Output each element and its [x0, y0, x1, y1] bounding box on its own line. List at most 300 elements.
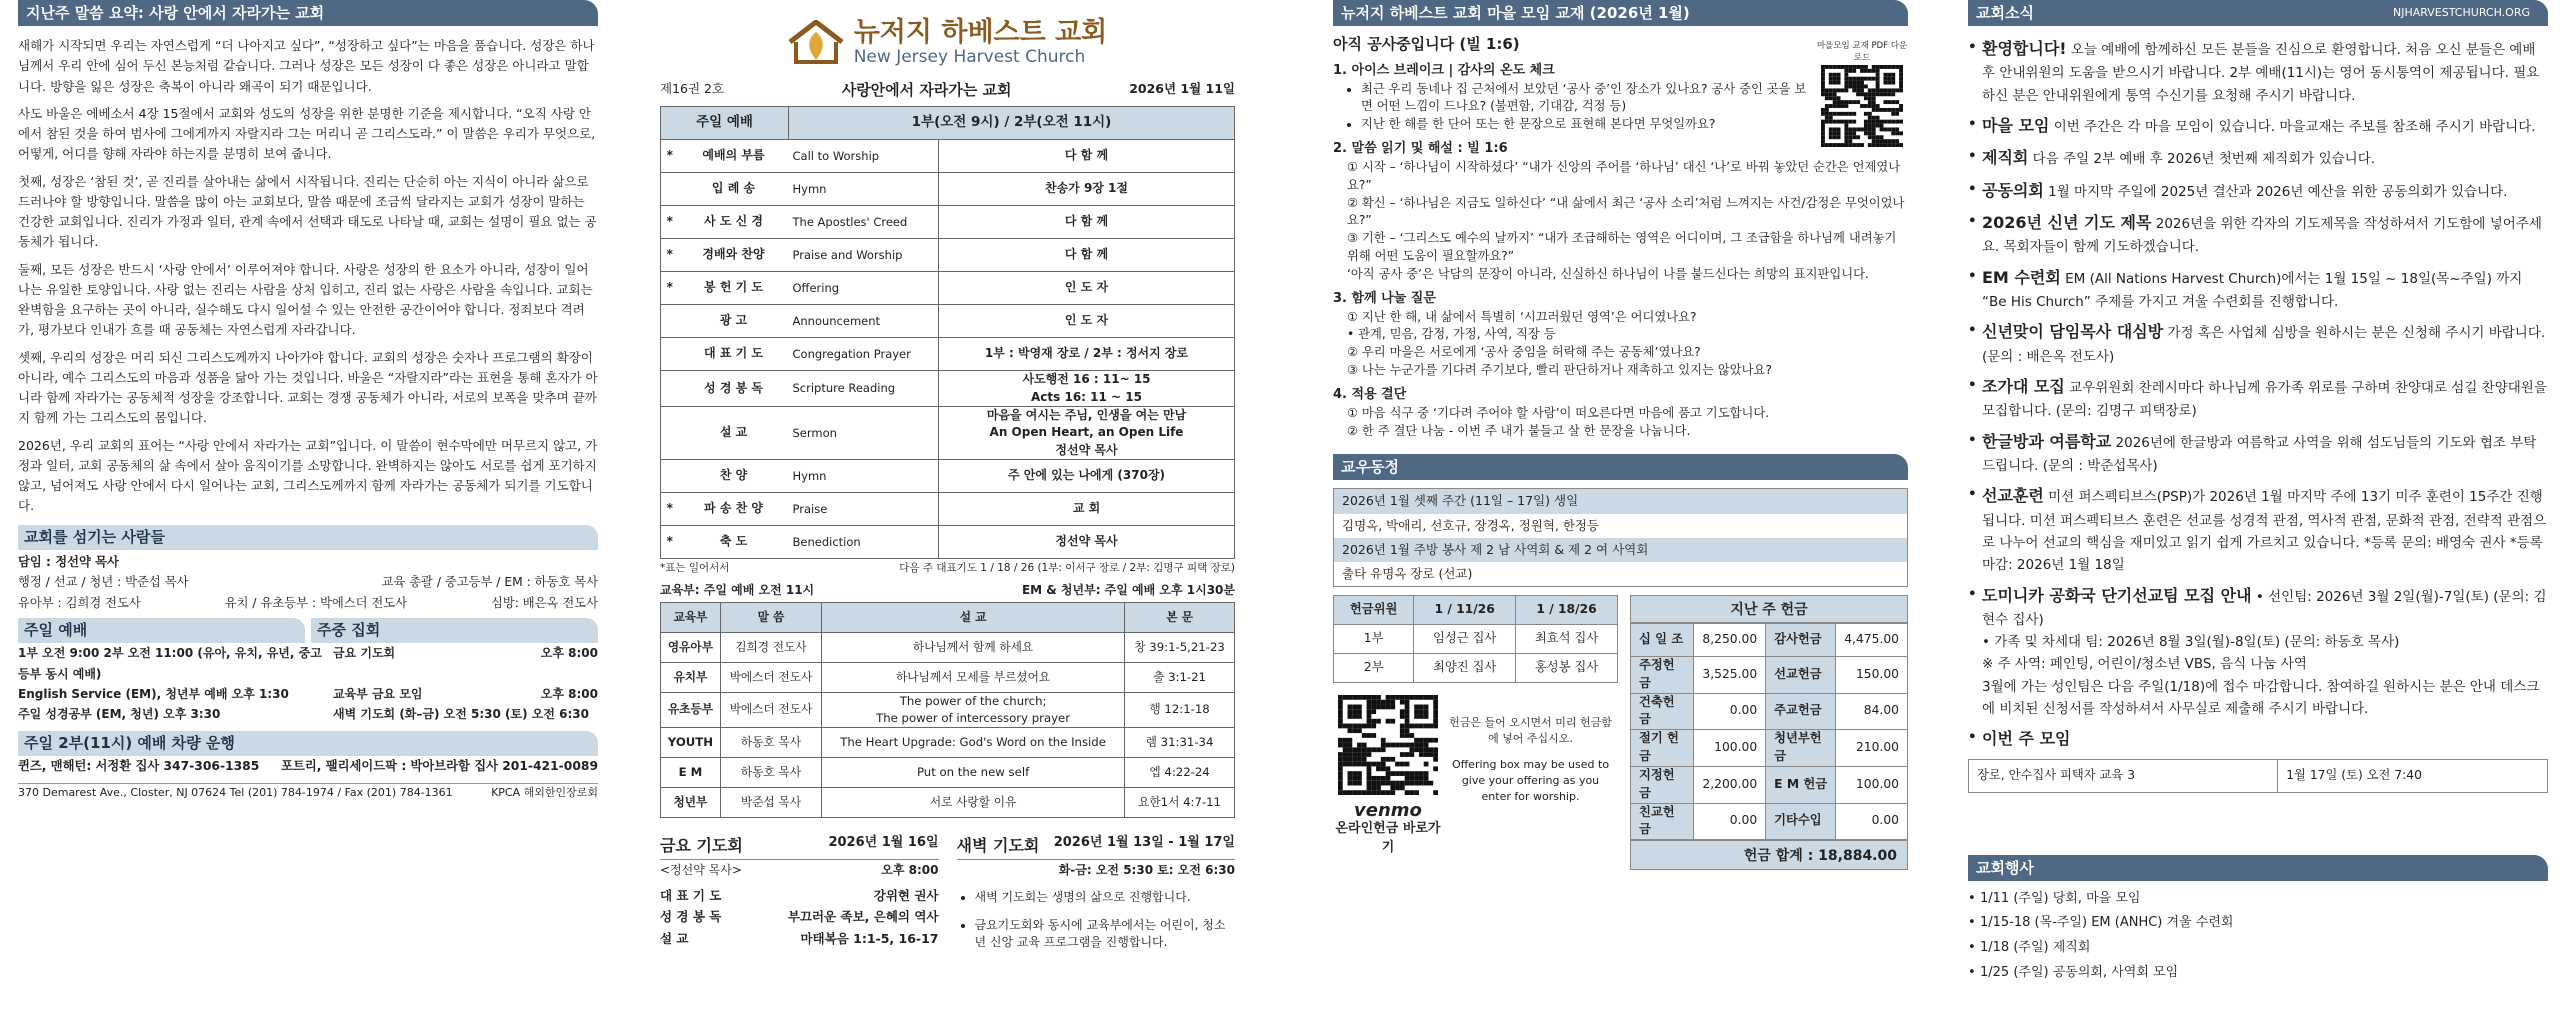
order-item-ko: 봉 헌 기 도 [679, 272, 789, 305]
study-item: • 지난 한 해를 한 단어 또는 한 문장으로 표현해 본다면 무엇일까요? [1361, 116, 1808, 134]
order-row [661, 493, 1235, 526]
study-item: ② 우리 마을은 서로에게 ‘공사 중임을 허락해 주는 공동체’였나요? [1347, 345, 1701, 360]
church-name-ko: 뉴저지 하베스트 교회 [853, 17, 1108, 48]
worship-row [18, 704, 598, 724]
news-item [1968, 429, 2548, 478]
stand-mark [661, 460, 679, 493]
study-item: ① 시작 – ‘하나님이 시작하셨다’ “내가 신앙의 주어를 ‘하나님’ 대신 ‘나’로 바꿔 놓았던 순간은 언제였나요?” [1347, 159, 1901, 192]
study-item: ② 한 주 결단 나눔 - 이번 주 내가 붙들고 살 한 문장을 나눕니다. [1347, 423, 1691, 438]
cell-line: An Open Heart, an Open Life [989, 425, 1184, 440]
committee-cell: 홍성봉 집사 [1516, 653, 1618, 682]
giving-row [1631, 693, 1908, 730]
committee-cell: 1부 [1334, 624, 1414, 653]
giving-cell: E M 헌금 [1766, 766, 1836, 803]
giving-cell: 150.00 [1836, 656, 1908, 693]
birthday-title: 2026년 1월 셋째 주간 (11일 – 17일) 생일 [1334, 489, 1907, 513]
news-item-text: 2026년에 한글방과 여름학교 사역을 위해 섬도님들의 기도와 협조 부탁 드립니다. (문의 : 박준섭목사) [1982, 434, 2537, 475]
order-item-value [939, 239, 1235, 272]
order-item-ko: 예배의 부름 [679, 140, 789, 173]
edu-head: 말 씀 [720, 602, 821, 632]
study-guide-body [1333, 34, 1908, 440]
cell-line: 하나님께서 함께 하세요 [912, 639, 1034, 654]
worship-row [18, 684, 598, 704]
edu-head: 교육부 [661, 602, 721, 632]
news-item-title: 신년맞이 담임목사 대심방 [1982, 322, 2164, 342]
edu-row [661, 662, 1235, 692]
cell-line: 다 함 께 [1064, 247, 1109, 262]
committee-cell: 최효석 집사 [1516, 624, 1618, 653]
giving-table [1630, 623, 1908, 840]
cell-line: 마음을 여시는 주님, 인생을 여는 만남 [986, 407, 1187, 422]
friday-row [660, 928, 939, 949]
cell-line: 청년부 [673, 794, 708, 809]
order-item-en: Hymn [789, 173, 939, 206]
cell-line: 인 도 자 [1064, 280, 1109, 295]
order-item-value [939, 305, 1235, 338]
section-icebreak: 1. 아이스 브레이크 | 감사의 온도 체크 [1333, 62, 1555, 78]
giving-cell: 주정헌금 [1631, 656, 1694, 693]
giving-cell: 210.00 [1836, 730, 1908, 767]
order-item-ko: 설 교 [679, 406, 789, 459]
cell-line: The power of the church; [899, 693, 1047, 708]
website[interactable]: NJHARVESTCHURCH.ORG [2392, 6, 2530, 19]
cell-line: 찬송가 9장 1절 [1044, 181, 1128, 196]
column-sermon-summary [18, 0, 598, 1035]
order-item-en: The Apostles' Creed [789, 206, 939, 239]
order-item-value [939, 406, 1235, 459]
qr-caption: 마을모임 교재 PDF 다운로드 [1816, 41, 1908, 64]
order-item-value [939, 173, 1235, 206]
study-item: ① 마음 식구 중 ‘기다려 주어야 할 사람’이 떠오른다면 마음에 품고 기도합니다. [1347, 405, 1770, 420]
staff-kids: 유치 / 유초등부 : 박에스더 전도사 [224, 596, 408, 611]
order-item-value [939, 140, 1235, 173]
stand-mark [661, 371, 679, 407]
cell-line: 김희경 전도사 [735, 639, 807, 654]
stand-mark: * [661, 206, 679, 239]
study-item: • 최근 우리 동네나 집 근처에서 보았던 ‘공사 중’인 장소가 있나요? 공사 중인 곳을 보면 어떤 느낌이 드나요? (불편함, 기대감, 걱정 등) [1361, 81, 1808, 117]
order-item-value [939, 206, 1235, 239]
church-name-en: New Jersey Harvest Church [853, 46, 1086, 67]
order-row [661, 173, 1235, 206]
giving-cell: 100.00 [1694, 730, 1766, 767]
news-item-text: ※ 주 사역: 페인팅, 어린이/청소년 VBS, 음식 나눔 사역 [1982, 656, 2307, 673]
giving-cell: 청년부헌금 [1766, 730, 1836, 767]
dawn-note: • 새벽 기도회는 생명의 삶으로 진행합니다. [975, 889, 1236, 906]
order-item-value [939, 526, 1235, 559]
study-subtitle: 아직 공사중입니다 (빌 1:6) [1333, 35, 1520, 53]
order-row [661, 338, 1235, 371]
order-item-en: Benediction [789, 526, 939, 559]
sermon-paragraph: 첫째, 성장은 ‘참된 것’, 곧 진리를 살아내는 삶에서 시작됩니다. 진리는 단순히 아는 지식이 아니라 삶으로 드러나야 할 방향입니다. 말씀을 많이 아는 교회보다, 말씀 때문에 조금씩 달라지는 교회가 성장이 말하는 건강한 교회입니다. 진리가 가정과 일터, 관계 속에서 선택과 태도로 나타날 때, 교회는 설명이 필요 없는 공동체가 됩니다. [18, 173, 597, 250]
news-item-text: 1월 마지막 주일에 2025년 결산과 2026년 예산을 위한 공동의회가 있습니다. [2048, 183, 2508, 200]
friday-title: 금요 기도회 [660, 835, 743, 855]
order-row [661, 371, 1235, 407]
order-row [661, 239, 1235, 272]
edu-cell [1125, 662, 1235, 692]
cell-line: 창 39:1-5,21-23 [1134, 639, 1225, 654]
offering-committee-table [1333, 595, 1618, 683]
cell-line: 박준섭 목사 [740, 794, 802, 809]
staff-admin: 행정 / 선교 / 청년 : 박준섭 목사 [18, 575, 189, 590]
worship-time: 주일 성경공부 (EM, 청년) 오후 3:30 [18, 707, 221, 722]
sermon-paragraph: 2026년, 우리 교회의 표어는 “사랑 안에서 자라가는 교회”입니다. 이 말씀이 현수막에만 머무르지 않고, 가정과 일터, 교회 공동체의 삶 속에서 살아 움직이기를 소망합니다. 완벽하지는 않아도 서로를 쉽게 포기하지 않고, 넘어져도 사랑 안에서 다시 일어나는 교회, 그리스도께까지 함께 자라가는 공동체가 되기를 기도합니다. [18, 437, 598, 514]
giving-cell: 0.00 [1694, 693, 1766, 730]
order-item-ko: 파 송 찬 양 [679, 493, 789, 526]
news-item-title: 도미니카 공화국 단기선교팀 모집 안내 [1982, 585, 2252, 605]
order-item-value [939, 460, 1235, 493]
news-item-text: 가정 혹은 사업체 심방을 원하시는 분은 신청해 주시기 바랍니다. (문의 : 배은옥 전도사) [1982, 325, 2546, 365]
edu-cell [661, 787, 721, 817]
cell-line: 다 함 께 [1064, 148, 1109, 163]
car-header: 주일 2부(11시) 예배 차량 운행 [18, 731, 598, 756]
friday-row [660, 906, 939, 927]
edu-cell [1125, 787, 1235, 817]
cell-line: 인 도 자 [1064, 313, 1109, 328]
news-list [1968, 36, 2548, 753]
giving-row [1631, 730, 1908, 767]
friday-value: 마태복음 1:1-5, 16-17 [800, 930, 939, 946]
cell-line: Put on the new self [916, 764, 1030, 779]
cell-line: 하나님께서 모세를 부르셨어요 [895, 669, 1051, 684]
order-item-en: Announcement [789, 305, 939, 338]
edu-cell [822, 757, 1125, 787]
offering-note-en: Offering box may be used to give your offering as you enter for worship. [1451, 757, 1610, 803]
education-table [660, 602, 1235, 818]
giving-cell: 지정헌금 [1631, 766, 1694, 803]
giving-total: 헌금 합계 : 18,884.00 [1630, 840, 1908, 870]
church-logo-icon [788, 20, 844, 64]
giving-cell: 친교헌금 [1631, 803, 1694, 840]
event-item: • 1/25 (주일) 공동의회, 사역회 모임 [1968, 961, 2548, 986]
cell-line: 다 함 께 [1064, 214, 1109, 229]
sermon-paragraph: 둘째, 모든 성장은 반드시 ‘사랑 안에서’ 이루어져야 합니다. 사랑은 성장의 한 요소가 아니라, 성장이 일어나는 유일한 토양입니다. 사랑 없는 진리는 사람을 상처 입히고, 진리 없는 사랑은 사람을 속입니다. 교회는 완벽함을 요구하는 곳이 아니라, 실수해도 다시 일어설 수 있는 안전한 공간이어야 합니다. 정죄보다 격려가, 평가보다 인내가 흐를 때 공동체는 자연스럽게 자라갑니다. [18, 261, 593, 338]
giving-cell: 감사헌금 [1766, 623, 1836, 656]
giving-cell: 선교헌금 [1766, 656, 1836, 693]
dawn-prayer [957, 834, 1236, 962]
news-item-title: 한글방과 여름학교 [1982, 431, 2112, 451]
venmo-logo: venmo [1354, 799, 1422, 821]
order-item-en: Hymn [789, 460, 939, 493]
order-notes [660, 561, 1235, 576]
car-row [18, 756, 598, 777]
cell-line: 주 안에 있는 나에게 (370장) [1007, 468, 1166, 483]
cell-line: The power of intercessory prayer [876, 710, 1071, 725]
senior-pastor: 담임 : 정선약 목사 [18, 554, 119, 569]
cell-line: E M [678, 764, 703, 779]
birthday-names: 김명옥, 박애리, 선호규, 장경옥, 정원혁, 한정등 [1342, 517, 1600, 533]
order-item-ko: 경배와 찬양 [679, 239, 789, 272]
edu-cell [1125, 692, 1235, 727]
cell-line: 서로 사랑할 이유 [929, 794, 1017, 809]
church-logo [660, 18, 1235, 66]
news-item-text: 오늘 예배에 함께하신 모든 분들을 진심으로 환영합니다. 처음 오신 분들은 예배 후 안내위원의 도움을 받으시기 바랍니다. 2부 예배(11시)는 영어 동시통역이 제공됩니다. 필요하신 분은 안내위원에게 통역 수신기를 요청해 주시기 바랍니다. [1982, 42, 2540, 104]
dawn-title: 새벽 기도회 [956, 835, 1040, 855]
weekly-meeting-table [1968, 759, 2548, 793]
edu-head: 설 교 [822, 602, 1125, 632]
news-item-title: EM 수련회 [1982, 267, 2061, 287]
news-item-title: 조가대 모집 [1982, 377, 2065, 397]
committee-head: 1 / 11/26 [1414, 595, 1516, 624]
study-item: ‘아직 공사 중’은 낙담의 문장이 아니라, 신실하신 하나님이 나를 붙드신다는 희망의 표지판입니다. [1347, 266, 1869, 281]
news-item-text: 미션 퍼스펙티브스(PSP)가 2026년 1월 마지막 주에 13기 미주 훈련이 15주간 진행 됩니다. 미션 퍼스펙티브스 훈련은 선교를 성경적 관점, 역사적 관점, 문화적 관점, 전략적 관점으로 나누어 선교의 핵심을 재미있고 읽기 쉽게 가르치고 있습니다. *등록 문의: 배영숙 권사 *등록 마감: 2026년 1월 18일 [1982, 489, 2547, 574]
stand-mark [661, 406, 679, 459]
edu-row [661, 787, 1235, 817]
weekday-name: 교육부 금요 모임 [333, 686, 423, 701]
staff-infant: 유아부 : 김희경 전도사 [18, 596, 141, 611]
giving-cell: 4,475.00 [1836, 623, 1908, 656]
weekday-time: 오후 8:00 [540, 646, 598, 661]
giving-cell: 주교헌금 [1766, 693, 1836, 730]
news-item [1968, 113, 2548, 139]
order-item-ko: 찬 양 [679, 460, 789, 493]
order-row [661, 526, 1235, 559]
stand-mark: * [661, 493, 679, 526]
news-item [1968, 483, 2548, 576]
order-row [661, 140, 1235, 173]
footer [18, 784, 598, 803]
order-row [661, 460, 1235, 493]
cell-line: YOUTH [667, 734, 714, 749]
news-item-text: EM (All Nations Harvest Church)에서는 1월 15일 ~ 18일(목~주일) 까지 “Be His Church” 주제를 가지고 겨울 수련회를 진행합니다. [1982, 270, 2523, 311]
edu-cell [661, 757, 721, 787]
dawn-date: 2026년 1월 13일 - 1월 17일 [1053, 834, 1235, 850]
order-row [661, 406, 1235, 459]
staff-edu: 교육 총괄 / 중고등부 / EM : 하동호 목사 [381, 575, 598, 590]
bulletin-info [660, 80, 1235, 102]
edu-cell [822, 632, 1125, 662]
giving-row [1631, 803, 1908, 840]
cell-line: 유치부 [673, 669, 708, 684]
edu-row [661, 692, 1235, 727]
giving-cell: 8,250.00 [1694, 623, 1766, 656]
order-row [661, 305, 1235, 338]
worship-row [18, 643, 598, 684]
church-news-title: 교회소식 [1976, 4, 2034, 22]
weekday-name: 새벽 기도회 (화–금) 오전 5:30 (토) 오전 6:30 [333, 707, 589, 722]
order-item-value [939, 338, 1235, 371]
sermon-paragraph: 사도 바울은 에베소서 4장 15절에서 교회와 성도의 성장을 위한 분명한 기준을 제시합니다. “오직 사랑 안에서 참된 것을 하여 범사에 그에게까지 자랄지라 그는 머리니 곧 그리스도라.” 이 말씀은 우리가 무엇으로, 어떻게, 어디를 향해 자라야 하는지를 분명히 보여 줍니다. [18, 105, 596, 162]
friday-date: 2026년 1월 16일 [828, 834, 939, 850]
staff-visit: 심방: 배은옥 전도사 [490, 596, 598, 611]
stand-mark: * [661, 239, 679, 272]
news-item-text: 교우위원회 찬레시마다 하나님께 유가족 위로를 구하며 찬양대로 섬길 찬양대원을 모집합니다. (문의: 김명구 피택장로) [1982, 380, 2547, 420]
section-questions: 3. 함께 나눌 질문 [1333, 290, 1436, 306]
news-item-title: 이번 주 모임 [1982, 729, 2071, 749]
sermon-summary-body [18, 36, 598, 517]
car-queens: 퀸즈, 맨해턴: 서정환 집사 347-306-1385 [18, 758, 260, 773]
news-item [1968, 374, 2548, 423]
news-item-title: 환영합니다! [1982, 39, 2067, 58]
news-item-text: 3월에 가는 성인팀은 다음 주일(1/18)에 접수 마감합니다. 참여하길 원하시는 분은 안내 데스크에 비치된 신청서를 작성하셔서 사무실로 제출해 주시기 바랍니다. [1982, 678, 2540, 718]
member-travel: 출타 유명옥 장로 (선교) [1342, 565, 1473, 581]
weekday-header: 주중 집회 [311, 618, 598, 643]
stand-mark: * [661, 140, 679, 173]
study-item: • 관계, 믿음, 감정, 가정, 사역, 직장 등 [1347, 327, 1556, 342]
edu-time-right: EM & 청년부: 주일 예배 오후 1시30분 [1021, 583, 1235, 598]
order-item-en: Call to Worship [789, 140, 939, 173]
news-item [1968, 319, 2548, 368]
worship-time: 1부 오전 9:00 2부 오전 11:00 (유아, 유치, 유년, 중고등부 동시 예배) [18, 646, 322, 681]
church-news-header [1968, 0, 2548, 26]
giving-cell: 84.00 [1836, 693, 1908, 730]
sermon-summary-header: 지난주 말씀 요약: 사랑 안에서 자라가는 교회 [18, 0, 598, 26]
cell-line: 박에스더 전도사 [729, 702, 813, 717]
sermon-paragraph: 새해가 시작되면 우리는 자연스럽게 “더 나아지고 싶다”, “성장하고 싶다”는 마음을 품습니다. 성장은 하나님께서 우리 안에 심어 두신 본능처럼 같습니다. 그러나 성장은 모든 성장이 다 좋은 성장은 아니라고 말합니다. 방향을 잃은 성장은 축복이 아니라 왜곡이 되기 때문입니다. [18, 38, 595, 94]
study-item: ② 확신 – ‘하나님은 지금도 일하신다’ “내 삶에서 최근 ‘공사 소리’처럼 느껴지는 사건/감정은 무엇이었나요?” [1347, 195, 1905, 228]
friday-label: 대 표 기 도 [660, 888, 722, 904]
news-item-title: 2026년 신년 기도 제목 [1982, 213, 2152, 233]
order-item-ko: 성 경 봉 독 [679, 371, 789, 407]
news-item-text: 2026년을 위한 각자의 기도제목을 작성하셔서 기도함에 넣어주세요. 목회자들이 함께 기도하겠습니다. [1982, 216, 2542, 256]
committee-row [1334, 653, 1618, 682]
giving-row [1631, 623, 1908, 656]
edu-cell [720, 662, 821, 692]
edu-row [661, 757, 1235, 787]
news-item-title: 마을 모임 [1982, 115, 2050, 135]
worship-time: English Service (EM), 청년부 예배 오후 1:30 [18, 686, 289, 701]
edu-cell [661, 727, 721, 757]
sermon-paragraph: 셋째, 우리의 성장은 머리 되신 그리스도께까지 나아가야 합니다. 교회의 성장은 숫자나 프로그램의 확장이 아니라, 예수 그리스도의 마음과 성품을 닮아 가는 것입니다. 바울은 “자랄지라”라는 표현을 통해 혼자가 아니라 함께 자라가는 공동체적 성장을 강조합니다. 교회는 경쟁 공동체가 아니라, 서로의 보폭을 맞추며 끝까지 함께 가는 그리스도의 몸입니다. [18, 349, 598, 426]
column-study-guide [1333, 0, 1908, 1035]
study-item: ③ 나는 누군가를 기다려 주기보다, 빨리 판단하거나 재촉하고 있지는 않았나요? [1347, 363, 1772, 378]
edu-cell [661, 692, 721, 727]
giving-cell: 0.00 [1836, 803, 1908, 840]
news-item [1968, 265, 2548, 314]
news-item [1968, 145, 2548, 171]
event-item: • 1/11 (주일) 당회, 마을 모임 [1968, 887, 2548, 912]
study-qr[interactable] [1816, 40, 1908, 153]
friday-row [660, 885, 939, 906]
order-item-value [939, 371, 1235, 407]
giving-title: 지난 주 헌금 [1630, 595, 1908, 623]
cell-line: Acts 16: 11 ~ 15 [1031, 389, 1142, 404]
friday-time: 오후 8:00 [881, 862, 939, 877]
schedule-headers [18, 618, 598, 643]
offering-area [1333, 595, 1908, 870]
order-of-worship-table [660, 106, 1235, 559]
order-row [661, 272, 1235, 305]
news-item-text: 이번 주간은 각 마을 모임이 있습니다. 마을교재는 주보를 참조해 주시기 바랍니다. [2053, 118, 2536, 135]
giving-cell: 십 일 조 [1631, 623, 1694, 656]
kitchen-service: 2026년 1월 주방 봉사 제 2 남 사역회 & 제 2 여 사역회 [1334, 538, 1907, 562]
order-item-en: Sermon [789, 406, 939, 459]
cell-line: 행 12:1-18 [1149, 702, 1210, 717]
cell-line: 1부 : 박영재 장로 / 2부 : 정서지 장로 [984, 346, 1189, 361]
dawn-time: 화-금: 오전 5:30 토: 오전 6:30 [1058, 862, 1235, 877]
order-item-ko: 입 례 송 [679, 173, 789, 206]
staff-row-2 [18, 593, 598, 614]
giving-cell: 3,525.00 [1694, 656, 1766, 693]
edu-cell [720, 727, 821, 757]
edu-cell [1125, 757, 1235, 787]
edu-cell [720, 787, 821, 817]
order-head-time: 1부(오전 9시) / 2부(오전 11시) [789, 107, 1235, 140]
members-news-header: 교우동정 [1333, 454, 1908, 480]
event-item: • 1/15-18 (목-주일) EM (ANHC) 겨울 수련회 [1968, 911, 2548, 936]
edu-cell [1125, 727, 1235, 757]
edu-cell [661, 662, 721, 692]
meeting-time: 1월 17일 (토) 오전 7:40 [2278, 759, 2548, 792]
edu-row [661, 632, 1235, 662]
edu-times [660, 582, 1235, 599]
staff-header: 교회를 섬기는 사람들 [18, 525, 598, 550]
cell-line: 박에스더 전도사 [729, 669, 813, 684]
edu-cell [822, 662, 1125, 692]
giving-row [1631, 656, 1908, 693]
giving-cell: 절기 헌금 [1631, 730, 1694, 767]
cell-line: 출 3:1-21 [1153, 669, 1206, 684]
online-giving-link[interactable]: 온라인헌금 바로가기 [1335, 820, 1441, 855]
worship-schedule [18, 643, 598, 725]
study-guide-header: 뉴저지 하베스트 교회 마을 모임 교재 (2026년 1월) [1333, 0, 1908, 26]
cell-line: 유초등부 [667, 702, 713, 717]
cell-line: 하동호 목사 [740, 734, 802, 749]
edu-cell [661, 632, 721, 662]
edu-cell [720, 692, 821, 727]
cell-line: 영유아부 [667, 639, 713, 654]
giving-cell: 100.00 [1836, 766, 1908, 803]
worship-header: 주일 예배 [18, 618, 305, 643]
order-item-en: Offering [789, 272, 939, 305]
qr-code-icon[interactable] [1821, 65, 1903, 147]
giving-row [1631, 766, 1908, 803]
cell-line: The Heart Upgrade: God's Word on the Inside [840, 734, 1106, 749]
volume: 제16권 2호 [660, 81, 725, 97]
news-item-title: 선교훈련 [1982, 486, 2044, 506]
section-application: 4. 적용 결단 [1333, 386, 1407, 402]
cell-line: 정선약 목사 [1055, 534, 1118, 549]
news-item-text: • 선인팀: 2026년 3월 2일(월)-7일(토) (문의: 김현수 집사) [1982, 588, 2547, 628]
stand-mark: * [661, 272, 679, 305]
order-item-ko: 축 도 [679, 526, 789, 559]
order-item-en: Praise [789, 493, 939, 526]
friday-value: 부끄러운 족보, 은혜의 역사 [787, 909, 939, 925]
weekday-time: 오후 8:00 [540, 686, 598, 701]
committee-head: 헌금위원 [1334, 595, 1414, 624]
news-item-title: 제직회 [1982, 148, 2029, 168]
giving-cell: 0.00 [1694, 803, 1766, 840]
news-item-title: 공동의회 [1982, 180, 2044, 200]
offering-note-ko: 헌금은 들어 오시면서 미리 헌금함에 넣어 주십시오. [1449, 715, 1612, 745]
friday-value: 강위현 권사 [873, 888, 939, 904]
order-item-en: Praise and Worship [789, 239, 939, 272]
edu-cell [720, 757, 821, 787]
news-item [1968, 583, 2548, 721]
footer-address: 370 Demarest Ave., Closter, NJ 07624 Tel (201) 784-1974 / Fax (201) 784-1361 [18, 785, 453, 799]
cell-line: 엡 4:22-24 [1149, 764, 1210, 779]
stand-mark: * [661, 526, 679, 559]
events-header: 교회행사 [1968, 855, 2548, 881]
venmo-qr-icon[interactable] [1338, 695, 1438, 795]
prayer-meetings [660, 834, 1235, 962]
order-item-value [939, 493, 1235, 526]
committee-cell: 임성근 집사 [1414, 624, 1516, 653]
dawn-note: • 금요기도회와 동시에 교육부에서는 어린이, 청소년 신앙 교육 프로그램을 진행합니다. [975, 917, 1236, 952]
members-news-box [1333, 488, 1908, 587]
order-item-value [939, 272, 1235, 305]
news-item [1968, 726, 2548, 752]
section-reading: 2. 말씀 읽기 및 해설 : 빌 1:6 [1333, 141, 1508, 157]
venmo-qr[interactable] [1333, 695, 1443, 858]
cell-line: 하동호 목사 [740, 764, 802, 779]
events-list [1968, 887, 2548, 986]
footer-kpca: KPCA 해외한인장로회 [491, 785, 598, 799]
weekday-name: 금요 기도회 [333, 646, 396, 661]
committee-cell: 최양진 집사 [1414, 653, 1516, 682]
order-row [661, 206, 1235, 239]
friday-label: 성 경 봉 독 [660, 909, 722, 925]
news-item [1968, 210, 2548, 259]
